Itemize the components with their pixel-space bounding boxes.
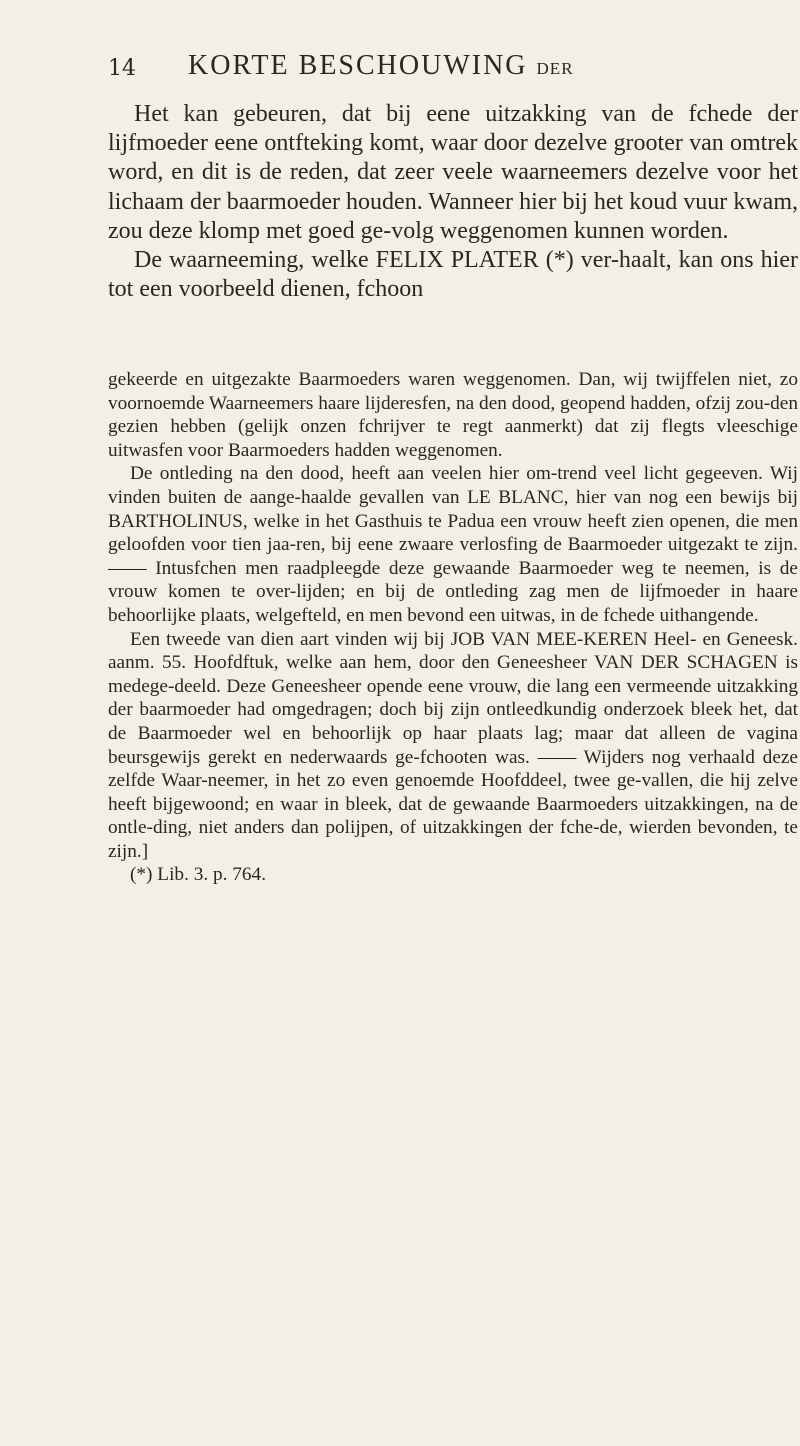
main-paragraph-2: De waarneeming, welke FELIX PLATER (*) ver-haalt, kan ons hier tot een voorbeeld dienen, fchoon	[108, 247, 798, 303]
note-text	[108, 368, 798, 887]
page-number: 14	[108, 56, 136, 81]
footnote: (*) Lib. 3. p. 764.	[130, 864, 267, 886]
note-paragraph-2: De ontleding na den dood, heeft aan veelen hier om-trend veel licht gegeeven. Wij vinden buiten de aange-haalde gevallen van LE BLANC, hier van nog een bewijs bij BARTHOLINUS, welke in het Gasthuis te Padua een vrouw heeft zien openen, die men geloofden voor tien jaa-ren, bij eene zwaare verlosfing de Baarmoeder uitgezakt te zijn. —— Intusfchen men raadpleegde deze gewaande Baarmoeder weg te neemen, is de vrouw komen te over-lijden; en bij de ontleding zag men de lijfmoeder in haare behoorlijke plaats, welgefteld, en men bevond een uitwas, in de fchede uithangende.	[108, 463, 798, 626]
note-paragraph-1: gekeerde en uitgezakte Baarmoeders waren weggenomen. Dan, wij twijffelen niet, zo voornoemde Waarneemers haare lijderesfen, na den dood, geopend hadden, ofzij zou-den gezien hebben (gelijk onzen fchrijver te regt aanmerkt) dat zij flegts vleeschige uitwasfen voor Baarmoeders hadden weggenomen.	[108, 369, 798, 461]
running-title-end: DER	[536, 59, 574, 78]
page-header	[108, 50, 798, 90]
note-paragraph-3: Een tweede van dien aart vinden wij bij JOB VAN MEE-KEREN Heel- en Geneesk. aanm. 55. Hoofdftuk, welke aan hem, door den Geneesheer VAN DER SCHAGEN is medege-deeld. Deze Geneesheer opende eene vrouw, die lang een vermeende uitzakking der baarmoeder had omgedragen; doch bij zijn ontleedkundig onderzoek bleek het, dat de Baarmoeder wel en behoorlijk op haar plaats lag; maar dat alleen de vagina beursgewijs gerekt en nederwaards ge-fchooten was. —— Wijders nog verhaald deze zelfde Waar-neemer, in het zo even genoemde Hoofddeel, twee ge-vallen, die hij zelve heeft bijgewoond; en waar in bleek, dat de gewaande Baarmoeders uitzakkingen, na de ontle-ding, niet anders dan polijpen, of uitzakkingen der fche-de, wierden bevonden, te zijn.]	[108, 628, 798, 862]
main-paragraph-1: Het kan gebeuren, dat bij eene uitzakking van de fchede der lijfmoeder eene ontfteking komt, waar door dezelve grooter van omtrek word, en dit is de reden, dat zeer veele waarneemers dezelve voor het lichaam der baarmoeder houden. Wanneer hier bij het koud vuur kwam, zou deze klomp met goed ge-volg weggenomen kunnen worden.	[108, 101, 798, 244]
main-text	[108, 100, 798, 304]
running-title-main: KORTE BESCHOUWING	[188, 50, 528, 81]
running-title	[188, 50, 574, 82]
